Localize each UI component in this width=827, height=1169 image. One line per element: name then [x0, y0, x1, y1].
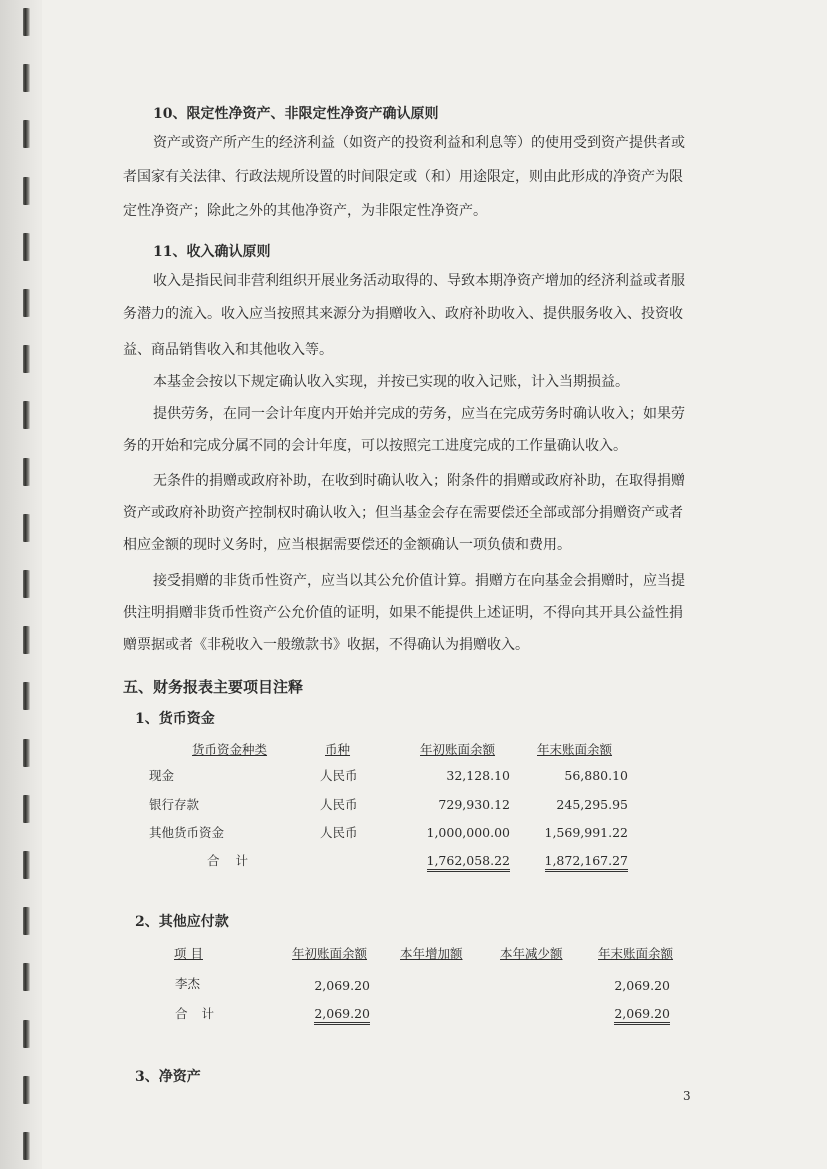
col-header: 年末账面余额: [598, 946, 674, 961]
binding-hole: [23, 626, 29, 654]
binding-hole: [23, 177, 29, 205]
paragraph-line: 务的开始和完成分属不同的会计年度，可以按照完工进度完成的工作量确认收入。: [123, 438, 627, 454]
table-cell: 2,069.20: [614, 978, 670, 993]
table-cell: 32,128.10: [446, 768, 510, 783]
col-header: 本年增加额: [400, 946, 463, 961]
paragraph-line: 益、商品销售收入和其他收入等。: [123, 342, 333, 358]
binding-hole: [23, 401, 29, 429]
binding-hole: [23, 514, 29, 542]
paragraph-line: 本基金会按以下规定确认收入实现，并按已实现的收入记账，计入当期损益。: [153, 374, 629, 390]
binding-hole: [23, 289, 29, 317]
paragraph-line: 资产或资产所产生的经济利益（如资产的投资利益和利息等）的使用受到资产提供者或: [153, 135, 685, 151]
paragraph-line: 定性净资产；除此之外的其他净资产，为非限定性净资产。: [123, 203, 487, 219]
paragraph-line: 接受捐赠的非货币性资产，应当以其公允价值计算。捐赠方在向基金会捐赠时，应当提: [153, 573, 685, 589]
binding-hole: [23, 1076, 29, 1104]
table-cell: 729,930.12: [438, 797, 510, 812]
col-header: 年初账面余额: [420, 742, 496, 757]
table-cell: 56,880.10: [564, 768, 628, 783]
total-value: 2,069.20: [614, 1006, 670, 1025]
table-cell: 其他货币资金: [149, 825, 225, 840]
paragraph-line: 赠票据或者《非税收入一般缴款书》收据，不得确认为捐赠收入。: [123, 637, 529, 653]
paragraph-line: 供注明捐赠非货币性资产公允价值的证明，如果不能提供上述证明，不得向其开具公益性捐: [123, 605, 683, 621]
total-value: 2,069.20: [314, 1006, 370, 1025]
table-cell: 银行存款: [149, 797, 200, 812]
paragraph-line: 务潜力的流入。收入应当按照其来源分为捐赠收入、政府补助收入、提供服务收入、投资收: [123, 306, 683, 322]
binding-hole: [23, 345, 29, 373]
paragraph-line: 无条件的捐赠或政府补助，在收到时确认收入；附条件的捐赠或政府补助，在取得捐赠: [153, 473, 685, 489]
binding-hole: [23, 1132, 29, 1160]
table-cell: 1,569,991.22: [544, 825, 628, 840]
binding-hole: [23, 963, 29, 991]
total-value: 1,762,058.22: [427, 853, 511, 872]
col-header: 项 目: [174, 946, 203, 961]
section-5-heading: 五、财务报表主要项目注释: [123, 678, 304, 696]
section-11-heading: 11、收入确认原则: [153, 244, 271, 260]
binding-hole: [23, 1020, 29, 1048]
table-cell: 245,295.95: [556, 797, 628, 812]
table-cell: 人民币: [320, 797, 358, 812]
binding-hole: [23, 739, 29, 767]
cash-heading: 1、货币资金: [135, 711, 215, 727]
section-10-heading: 10、限定性净资产、非限定性净资产确认原则: [153, 106, 439, 122]
binding-hole: [23, 570, 29, 598]
document-page: [42, 0, 827, 1169]
col-header: 货币资金种类: [192, 742, 268, 757]
col-header: 币种: [325, 742, 351, 757]
binding-hole: [23, 682, 29, 710]
total-value: 1,872,167.27: [545, 853, 629, 872]
col-header: 本年减少额: [500, 946, 563, 961]
binding-hole: [23, 8, 29, 36]
binding-hole: [23, 795, 29, 823]
page-number: 3: [683, 1089, 691, 1103]
table-cell: 李杰: [175, 976, 201, 991]
table-cell: 现金: [149, 768, 175, 783]
table-cell: 人民币: [320, 768, 358, 783]
paragraph-line: 资产或政府补助资产控制权时确认收入；但当基金会存在需要偿还全部或部分捐赠资产或者: [123, 505, 683, 521]
binding-hole: [23, 64, 29, 92]
binding-hole: [23, 233, 29, 261]
col-header: 年初账面余额: [292, 946, 368, 961]
total-label: 合 计: [207, 853, 254, 868]
total-label: 合 计: [175, 1006, 219, 1021]
paragraph-line: 收入是指民间非营利组织开展业务活动取得的、导致本期净资产增加的经济利益或者服: [153, 273, 685, 289]
paragraph-line: 者国家有关法律、行政法规所设置的时间限定或（和）用途限定，则由此形成的净资产为限: [123, 169, 683, 185]
col-header: 年末账面余额: [537, 742, 613, 757]
table-cell: 2,069.20: [314, 978, 370, 993]
binding-hole: [23, 907, 29, 935]
payables-heading: 2、其他应付款: [135, 914, 229, 930]
paragraph-line: 相应金额的现时义务时，应当根据需要偿还的金额确认一项负债和费用。: [123, 537, 571, 553]
paragraph-line: 提供劳务，在同一会计年度内开始并完成的劳务，应当在完成劳务时确认收入；如果劳: [153, 406, 685, 422]
table-cell: 1,000,000.00: [426, 825, 510, 840]
binding-hole: [23, 120, 29, 148]
binding-hole: [23, 851, 29, 879]
table-cell: 人民币: [320, 825, 358, 840]
binding-hole: [23, 458, 29, 486]
binding-strip: [0, 0, 40, 1169]
net-assets-heading: 3、净资产: [135, 1069, 201, 1085]
